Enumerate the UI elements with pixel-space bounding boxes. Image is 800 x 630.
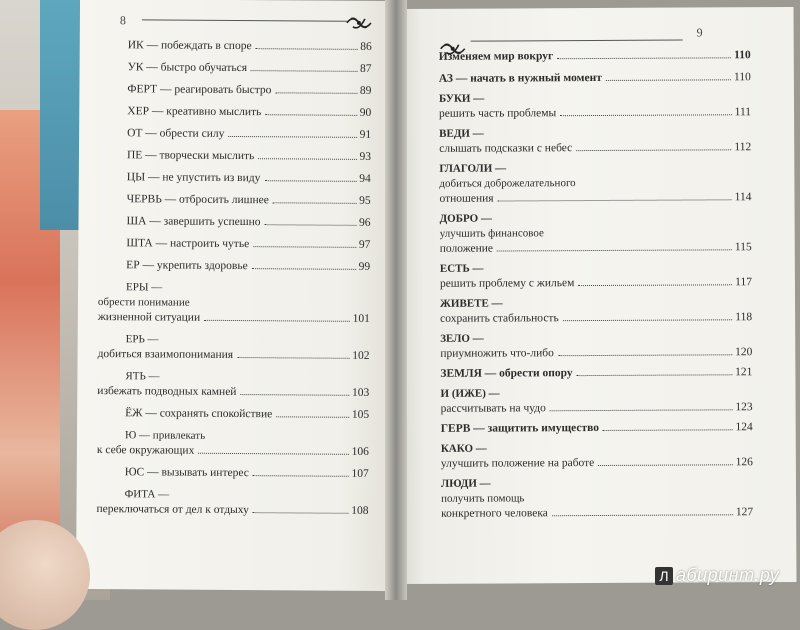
dot-leader — [576, 149, 731, 151]
blue-book-edge — [40, 0, 80, 230]
toc-entry-page: 112 — [734, 141, 752, 154]
dot-leader — [606, 79, 731, 81]
toc-entry-line: добиться доброжелательного — [439, 177, 576, 190]
toc-entry-title: слышать подсказки с небес — [439, 142, 573, 155]
toc-entry-page: 126 — [735, 456, 753, 469]
toc-entry-page: 101 — [352, 312, 370, 325]
toc-entry-page: 117 — [735, 276, 752, 289]
header-rule — [142, 19, 347, 21]
dot-leader — [253, 512, 348, 514]
toc-entry — [96, 503, 368, 517]
dot-leader — [251, 70, 357, 72]
dot-leader — [240, 394, 349, 396]
toc-entry-line: ЛЮДИ — — [440, 477, 491, 490]
toc-entry-page: 86 — [360, 40, 372, 53]
toc-entry-page: 118 — [735, 311, 753, 324]
toc-entry-title: ГЕРВ — защитить имущество — [440, 421, 600, 435]
dot-leader — [560, 114, 731, 116]
toc-entry — [440, 241, 752, 255]
toc-entry-line: ФИТА — — [124, 488, 170, 501]
toc-entry-title: ЦЫ — не упустить из виду — [126, 171, 261, 185]
toc-entry — [441, 456, 753, 470]
toc-entry — [97, 444, 369, 458]
toc-entry-line: ДОБРО — — [439, 212, 492, 225]
toc-entry-line: И (ИЖЕ) — — [440, 387, 500, 400]
dot-leader — [498, 199, 732, 201]
toc-entry-title: ИК — побеждать в споре — [127, 39, 252, 53]
toc-entry-title: ЧЕРВЬ — отбросить лишнее — [126, 193, 269, 207]
header-rule — [471, 40, 683, 42]
toc-entry-line: БУКИ — — [438, 92, 485, 105]
toc-entry-page: 91 — [359, 128, 372, 141]
toc-entry-page: 121 — [735, 366, 753, 379]
toc-entry-page: 105 — [351, 408, 370, 421]
toc-entry-title: АЗ — начать в нужный момент — [438, 71, 602, 85]
toc-entry-page: 106 — [351, 445, 369, 458]
toc-entry-line: Ю — привлекать — [124, 429, 206, 442]
toc-entry — [439, 106, 751, 120]
toc-entry-line: ЕРЬ — — [125, 333, 159, 346]
toc-entry-title: жизненной ситуации — [97, 311, 201, 324]
toc-entry-page: 108 — [351, 504, 369, 517]
toc-entry-line: получить помощь — [441, 492, 525, 505]
toc-entry-title: отношения — [439, 192, 494, 205]
watermark-logo: Л — [655, 567, 673, 585]
toc-entry — [441, 506, 753, 520]
toc-entry — [98, 348, 370, 362]
toc-entry-page: 87 — [360, 62, 372, 75]
dot-leader — [252, 268, 356, 270]
dot-leader — [563, 319, 733, 321]
toc-entry — [98, 311, 370, 325]
dot-leader — [198, 453, 348, 455]
page-number: 9 — [696, 25, 703, 40]
toc-entry-page: 111 — [734, 106, 752, 119]
toc-entry — [128, 61, 372, 75]
toc-entry-page: 114 — [734, 191, 752, 204]
toc-entry-line: ЕСТЬ — — [439, 262, 484, 275]
toc-entry — [439, 141, 751, 155]
right-page — [398, 7, 796, 584]
dot-leader — [204, 320, 349, 322]
toc-list — [80, 0, 390, 517]
dot-leader — [550, 409, 732, 411]
dot-leader — [265, 114, 356, 116]
toc-entry — [440, 346, 752, 360]
dot-leader — [557, 57, 731, 59]
toc-entry-line: улучшить финансовое — [439, 227, 544, 240]
dot-leader — [275, 92, 357, 94]
toc-entry — [127, 193, 371, 207]
dot-leader — [578, 284, 732, 286]
toc-entry-title: ЗЕМЛЯ — обрести опору — [440, 367, 573, 380]
toc-entry-title: ЁЖ — сохранять спокойствие — [125, 407, 273, 421]
toc-entry-title: ФЕРТ — реагировать быстро — [127, 83, 272, 97]
page-number: 8 — [119, 13, 126, 28]
toc-entry-line: ЕРЫ — — [126, 281, 163, 294]
toc-entry-page: 103 — [352, 386, 370, 399]
dot-leader — [497, 249, 732, 251]
toc-entry — [127, 171, 371, 185]
toc-entry — [126, 215, 370, 229]
dot-leader — [603, 429, 732, 431]
toc-entry — [439, 191, 751, 205]
dot-leader — [273, 202, 356, 204]
toc-entry — [440, 366, 752, 380]
dot-leader — [552, 514, 733, 516]
toc-entry-title: ША — завершить успешно — [126, 215, 261, 229]
toc-entry-title: ЮС — вызывать интерес — [124, 466, 249, 480]
toc-entry-line: обрести понимание — [97, 296, 190, 309]
toc-entry-page: 97 — [358, 238, 371, 251]
dot-leader — [258, 158, 356, 160]
book-gutter — [385, 0, 407, 600]
dot-leader — [276, 416, 349, 418]
toc-entry — [440, 311, 752, 325]
toc-entry-title: приумножить что-либо — [440, 347, 554, 360]
toc-entry-title: сохранить стабильность — [440, 312, 559, 325]
toc-entry-title: добиться взаимопонимания — [97, 348, 234, 362]
section-page: 110 — [734, 49, 751, 62]
left-page — [76, 0, 390, 591]
toc-entry-page: 115 — [734, 241, 752, 254]
toc-entry — [97, 385, 369, 399]
toc-entry-page: 102 — [352, 349, 370, 362]
toc-entry-title: ХЕР — креативно мыслить — [127, 105, 262, 119]
section-heading — [439, 49, 751, 63]
toc-entry-page: 107 — [351, 467, 369, 480]
dot-leader — [253, 246, 356, 248]
toc-entry — [440, 276, 752, 290]
toc-entry-title: рассчитывать на чудо — [440, 402, 546, 415]
toc-entry-title: решить проблему с жильем — [439, 277, 575, 290]
toc-entry-page: 93 — [359, 150, 372, 163]
toc-entry-title: УК — быстро обучаться — [127, 61, 248, 75]
toc-entry-title: конкретного человека — [441, 507, 548, 520]
toc-entry-title: к себе окружающих — [96, 444, 195, 457]
toc-entry — [126, 237, 370, 251]
dot-leader — [237, 357, 349, 359]
toc-entry-line: ЗЕЛО — — [440, 332, 484, 345]
toc-entry-title: переключаться от дел к отдыху — [96, 503, 249, 517]
dot-leader — [598, 464, 732, 466]
toc-entry — [125, 407, 369, 421]
dot-leader — [265, 224, 356, 226]
toc-entry — [125, 466, 369, 480]
toc-entry — [441, 421, 753, 435]
toc-entry-title: улучшить положение на работе — [440, 457, 595, 470]
toc-entry-page: 89 — [359, 84, 372, 97]
toc-entry-line: КАКО — — [440, 442, 487, 455]
toc-entry-line: ВЕДИ — — [439, 127, 484, 140]
toc-entry — [127, 83, 371, 97]
toc-entry-title: решить часть проблемы — [439, 107, 557, 120]
toc-entry-page: 94 — [359, 172, 371, 185]
toc-entry-title: ЕР — укрепить здоровье — [126, 259, 248, 273]
toc-entry-title: ПЕ — творчески мыслить — [126, 149, 255, 163]
toc-entry-line: ГЛАГОЛИ — — [439, 162, 507, 175]
toc-entry-page: 120 — [735, 346, 753, 359]
dot-leader — [256, 48, 358, 50]
toc-entry — [127, 105, 371, 119]
toc-entry-title: ШТА — настроить чутье — [126, 237, 250, 251]
toc-entry-line: ЖИВЕТЕ — — [440, 297, 503, 310]
toc-entry — [127, 149, 371, 163]
dot-leader — [577, 374, 733, 376]
dot-leader — [558, 354, 732, 356]
toc-entry-title: положение — [439, 242, 494, 255]
toc-entry — [127, 127, 371, 141]
ornament-icon — [345, 13, 373, 33]
section-title: Изменяем мир вокруг — [438, 50, 554, 63]
toc-entry-title: ОТ — обрести силу — [127, 127, 225, 140]
dot-leader — [228, 136, 356, 138]
toc-entry-page: 99 — [358, 260, 371, 273]
watermark-text: абиринт.ру — [676, 565, 780, 585]
toc-entry — [126, 259, 370, 273]
toc-entry-page: 95 — [359, 194, 371, 207]
dot-leader — [253, 475, 349, 477]
dot-leader — [264, 180, 356, 182]
toc-entry-title: избежать подводных камней — [97, 385, 237, 399]
toc-entry — [128, 39, 372, 53]
toc-entry-page: 127 — [735, 506, 754, 519]
toc-entry — [439, 71, 751, 85]
toc-entry-page: 90 — [359, 106, 372, 119]
toc-entry-page: 96 — [358, 216, 371, 229]
toc-entry-page: 123 — [735, 401, 753, 414]
toc-entry — [441, 401, 753, 415]
toc-entry-line: ЯТЬ — — [125, 370, 160, 383]
toc-entry-page: 110 — [733, 71, 751, 84]
toc-entry-page: 124 — [735, 421, 753, 434]
